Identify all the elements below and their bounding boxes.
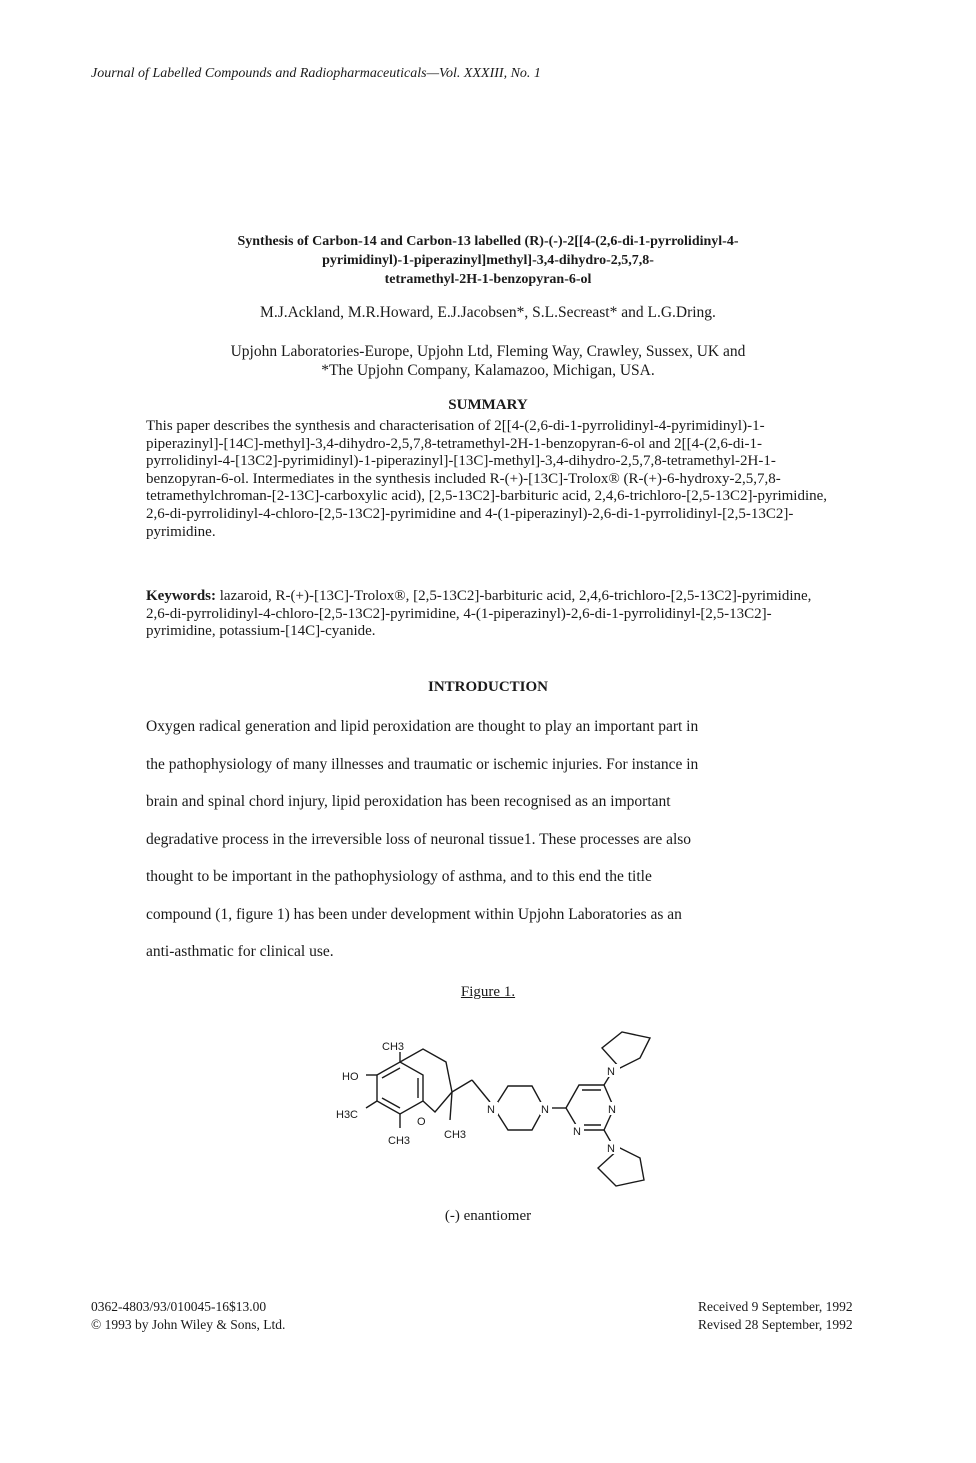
keywords-label: Keywords: [146, 588, 216, 604]
intro-line: anti-asthmatic for clinical use. [146, 943, 334, 960]
copyright: © 1993 by John Wiley & Sons, Ltd. [91, 1317, 286, 1332]
figure-caption: (-) enantiomer [444, 1208, 532, 1224]
label-ch3-c2: CH3 [444, 1129, 467, 1141]
label-n-pyrimidine-1: N [608, 1104, 616, 1116]
affiliation-line-2: *The Upjohn Company, Kalamazoo, Michigan, USA. [321, 362, 655, 379]
benzene-ring [377, 1062, 423, 1114]
intro-line: thought to be important in the pathophysiology of asthma, and to this end the title [146, 868, 652, 885]
piperazine-ring [494, 1086, 544, 1130]
footer-left [91, 1298, 285, 1334]
label-ch3-top: CH3 [382, 1041, 405, 1053]
label-ch3-bottom: CH3 [388, 1135, 411, 1147]
intro-line: the pathophysiology of many illnesses and traumatic or ischemic injuries. For instance in [146, 755, 699, 773]
label-n-pyrimidine-2: N [573, 1126, 581, 1138]
pyrrolidine-ring-bottom [598, 1148, 644, 1186]
label-ho: HO [342, 1071, 359, 1083]
received-date: Received 9 September, 1992 [698, 1299, 853, 1314]
title-line-1: Synthesis of Carbon-14 and Carbon-13 labelled (R)-(-)-2[[4-(2,6-di-1-pyrrolidinyl-4- [237, 234, 739, 249]
label-n-pyrrolidine-bottom: N [607, 1143, 615, 1155]
revised-date: Revised 28 September, 1992 [698, 1317, 853, 1332]
affiliation-line-1: Upjohn Laboratories-Europe, Upjohn Ltd, Fleming Way, Crawley, Sussex, UK and [230, 343, 746, 360]
intro-line: degradative process in the irreversible loss of neuronal tissue1. These processes are also [146, 830, 692, 848]
article-title [120, 232, 856, 289]
intro-line: Oxygen radical generation and lipid peroxidation are thought to play an important part in [146, 718, 699, 735]
intro-line: brain and spinal chord injury, lipid peroxidation has been recognised as an important [146, 793, 671, 810]
introduction-heading: INTRODUCTION [427, 679, 548, 695]
title-line-2: pyrimidinyl)-1-piperazinyl]methyl]-3,4-dihydro-2,5,7,8- [322, 253, 654, 268]
label-o: O [417, 1116, 426, 1128]
label-n-pyrrolidine-top: N [607, 1066, 615, 1078]
keywords [146, 588, 832, 641]
intro-line: compound (1, figure 1) has been under development within Upjohn Laboratories as an [146, 905, 682, 923]
figure-label: Figure 1. [460, 984, 516, 1000]
journal-header: Journal of Labelled Compounds and Radiopharmaceuticals—Vol. XXXIII, No. 1 [91, 66, 541, 81]
label-h3c: H3C [336, 1109, 359, 1121]
pyrrolidine-ring-top [602, 1032, 650, 1068]
title-line-3: tetramethyl-2H-1-benzopyran-6-ol [384, 272, 592, 287]
introduction-body [146, 717, 846, 980]
label-n-piperazine-2: N [541, 1104, 549, 1116]
footer-right [698, 1298, 853, 1334]
pyran-ring [400, 1049, 452, 1112]
chemical-structure [322, 1020, 662, 1200]
affiliation [120, 342, 856, 380]
summary-heading: SUMMARY [448, 397, 528, 413]
author-list: M.J.Ackland, M.R.Howard, E.J.Jacobsen*, S.L.Secreast* and L.G.Dring. [260, 304, 716, 321]
summary-text: This paper describes the synthesis and characterisation of 2[[4-(2,6-di-1-pyrrolidinyl-4-pyrimidinyl)-1-piperazinyl]-[14C]-methyl]-3,4-dihydro-2,5,7,8-tetramethyl-2H-1-benzopyran-6-ol and 2[[4-(2,6-di-1-pyrrolidinyl-4-[13C2]-pyrimidinyl)-1-piperazinyl]-[13C]-methyl]-3,4-dihydro-2,5,7,8-tetramethyl-2H-1-benzopyran-6-ol. Intermediates in the synthesis included R-(+)-[13C]-Trolox® (R-(+)-6-hydroxy-2,5,7,8-tetramethylchroman-[2-13C]-carboxylic acid), [2,5-13C2]-barbituric acid, 2,4,6-trichloro-[2,5-13C2]-pyrimidine, 2,6-di-pyrrolidinyl-4-chloro-[2,5-13C2]-pyrimidine and 4-(1-piperazinyl)-2,6-di-1-pyrrolidinyl-[2,5-13C2]-pyrimidine. [146, 418, 828, 540]
issn-code: 0362-4803/93/010045-16$13.00 [91, 1299, 267, 1314]
label-n-piperazine-1: N [487, 1104, 495, 1116]
keywords-text: lazaroid, R-(+)-[13C]-Trolox®, [2,5-13C2]-barbituric acid, 2,4,6-trichloro-[2,5-13C2]-pyrimidine, 2,6-di-pyrrolidinyl-4-chloro-[2,5-13C2]-pyrimidine, 4-(1-piperazinyl)-2,6-di-1-pyrrolidinyl-[2,5-13C2]-pyrimidine, potassium-[14C]-cyanide. [146, 588, 812, 640]
